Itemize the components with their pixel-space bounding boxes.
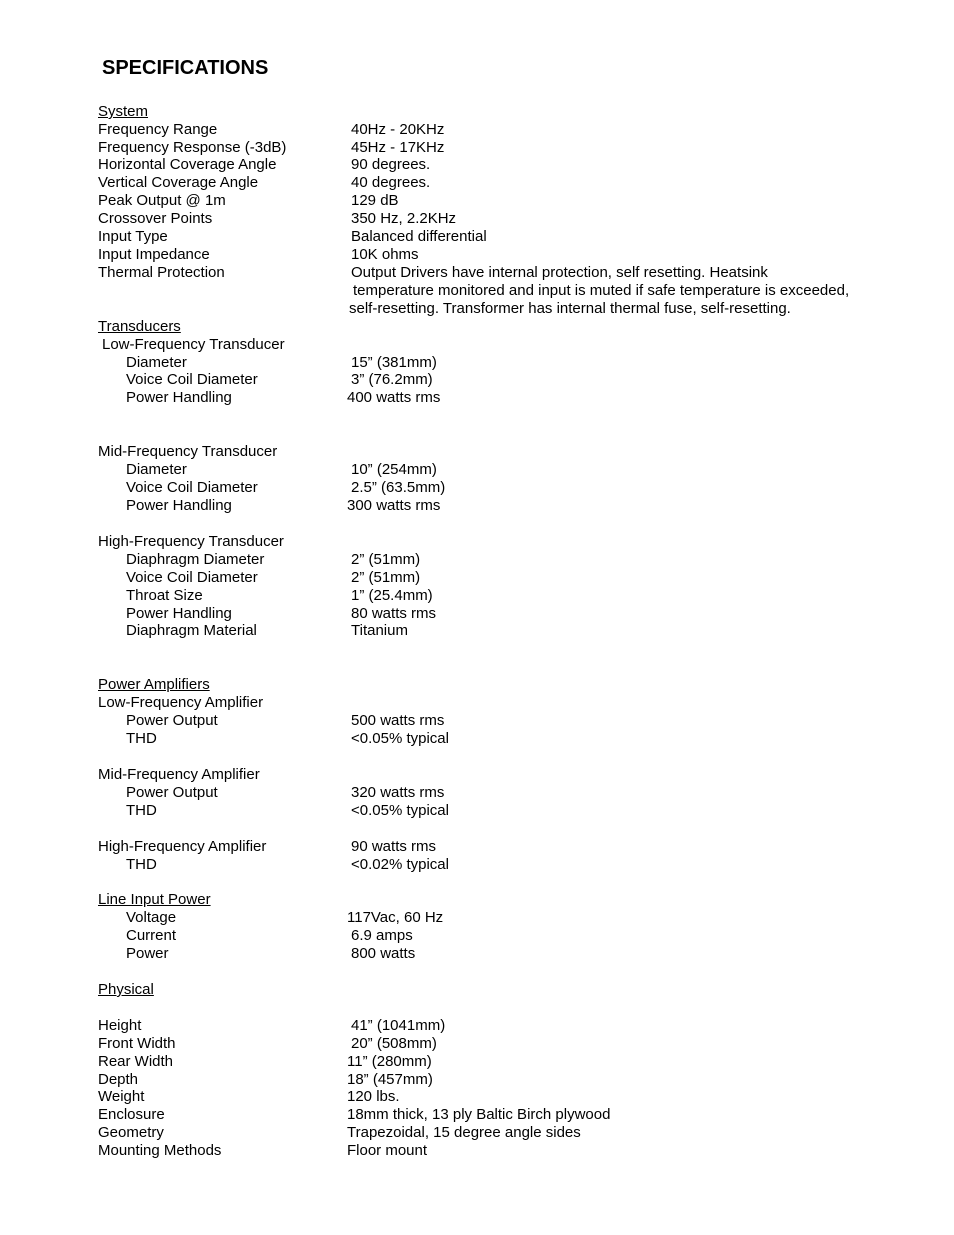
spec-value: 18” (457mm) [347, 1071, 433, 1088]
spec-value: 800 watts [351, 945, 416, 962]
spec-value: 2” (51mm) [351, 551, 421, 568]
spec-label: THD [126, 802, 157, 819]
spec-value: Titanium [351, 622, 408, 639]
spec-label: THD [126, 856, 157, 873]
spec-value: 3” (76.2mm) [351, 371, 433, 388]
spec-value: 80 watts rms [351, 605, 437, 622]
spec-value-continued: self-resetting. Transformer has internal thermal fuse, self-resetting. [349, 300, 791, 317]
spec-label: Power Output [126, 784, 218, 801]
spec-label: Height [98, 1017, 142, 1034]
spec-value: 90 watts rms [351, 838, 437, 855]
subsection-heading: Mid-Frequency Transducer [98, 443, 278, 460]
spec-label: Frequency Response (-3dB) [98, 139, 287, 156]
spec-value: 18mm thick, 13 ply Baltic Birch plywood [347, 1106, 611, 1123]
spec-label: Enclosure [98, 1106, 165, 1123]
spec-label: Input Impedance [98, 246, 210, 263]
subsection-heading: Low-Frequency Transducer [102, 336, 285, 353]
spec-value: 120 lbs. [347, 1088, 400, 1105]
spec-value: 20” (508mm) [351, 1035, 437, 1052]
spec-value: 10K ohms [351, 246, 419, 263]
spec-value: 117Vac, 60 Hz [347, 909, 444, 926]
spec-value: <0.05% typical [351, 730, 449, 747]
spec-value: 45Hz - 17KHz [351, 139, 445, 156]
spec-label: Power Output [126, 712, 218, 729]
spec-label: Diameter [126, 354, 187, 371]
spec-label: Diaphragm Diameter [126, 551, 265, 568]
spec-label: Voice Coil Diameter [126, 479, 258, 496]
section-heading-system: System [98, 103, 149, 120]
subsection-heading: High-Frequency Transducer [98, 533, 284, 550]
subsection-heading: High-Frequency Amplifier [98, 838, 267, 855]
spec-label: Power Handling [126, 605, 232, 622]
spec-label: Voice Coil Diameter [126, 371, 258, 388]
section-heading-transducers: Transducers [98, 318, 181, 335]
spec-value: Output Drivers have internal protection, self resetting. Heatsink [351, 264, 768, 281]
spec-value: 40 degrees. [351, 174, 431, 191]
spec-label: Input Type [98, 228, 168, 245]
spec-label: Power [126, 945, 169, 962]
spec-label: Rear Width [98, 1053, 174, 1070]
spec-value: <0.02% typical [351, 856, 449, 873]
spec-label: Voltage [126, 909, 177, 926]
spec-value: 350 Hz, 2.2KHz [351, 210, 457, 227]
spec-value: 1” (25.4mm) [351, 587, 433, 604]
spec-label: Geometry [98, 1124, 164, 1141]
spec-label: Diaphragm Material [126, 622, 257, 639]
spec-label: Weight [98, 1088, 145, 1105]
spec-value: 40Hz - 20KHz [351, 121, 445, 138]
spec-label: Crossover Points [98, 210, 213, 227]
spec-value: Trapezoidal, 15 degree angle sides [347, 1124, 581, 1141]
spec-value: 15” (381mm) [351, 354, 437, 371]
section-heading-line-input: Line Input Power [98, 891, 211, 908]
spec-value: 320 watts rms [351, 784, 445, 801]
spec-value: 500 watts rms [351, 712, 445, 729]
spec-value: 2” (51mm) [351, 569, 421, 586]
spec-label: Thermal Protection [98, 264, 225, 281]
spec-value: 41” (1041mm) [351, 1017, 446, 1034]
section-heading-amplifiers: Power Amplifiers [98, 676, 210, 693]
spec-value: 11” (280mm) [347, 1053, 432, 1070]
spec-value: 10” (254mm) [351, 461, 437, 478]
spec-label: Diameter [126, 461, 187, 478]
spec-value: 300 watts rms [347, 497, 441, 514]
subsection-heading: Mid-Frequency Amplifier [98, 766, 260, 783]
spec-value: Balanced differential [351, 228, 487, 245]
page-title: SPECIFICATIONS [102, 57, 269, 79]
spec-label: Depth [98, 1071, 139, 1088]
spec-value: Floor mount [347, 1142, 428, 1159]
spec-label: Frequency Range [98, 121, 218, 138]
section-heading-physical: Physical [98, 981, 154, 998]
spec-value: <0.05% typical [351, 802, 449, 819]
spec-label: Horizontal Coverage Angle [98, 156, 277, 173]
subsection-heading: Low-Frequency Amplifier [98, 694, 264, 711]
spec-label: Mounting Methods [98, 1142, 222, 1159]
spec-value: 90 degrees. [351, 156, 431, 173]
spec-label: THD [126, 730, 157, 747]
spec-value: 6.9 amps [351, 927, 413, 944]
spec-label: Vertical Coverage Angle [98, 174, 259, 191]
spec-label: Peak Output @ 1m [98, 192, 226, 209]
spec-value-continued: temperature monitored and input is muted if safe temperature is exceeded, [353, 282, 850, 299]
spec-label: Power Handling [126, 389, 232, 406]
spec-label: Power Handling [126, 497, 232, 514]
spec-value: 2.5” (63.5mm) [351, 479, 446, 496]
spec-label: Voice Coil Diameter [126, 569, 258, 586]
spec-label: Front Width [98, 1035, 176, 1052]
spec-label: Current [126, 927, 177, 944]
spec-value: 129 dB [351, 192, 399, 209]
spec-value: 400 watts rms [347, 389, 441, 406]
spec-label: Throat Size [126, 587, 203, 604]
